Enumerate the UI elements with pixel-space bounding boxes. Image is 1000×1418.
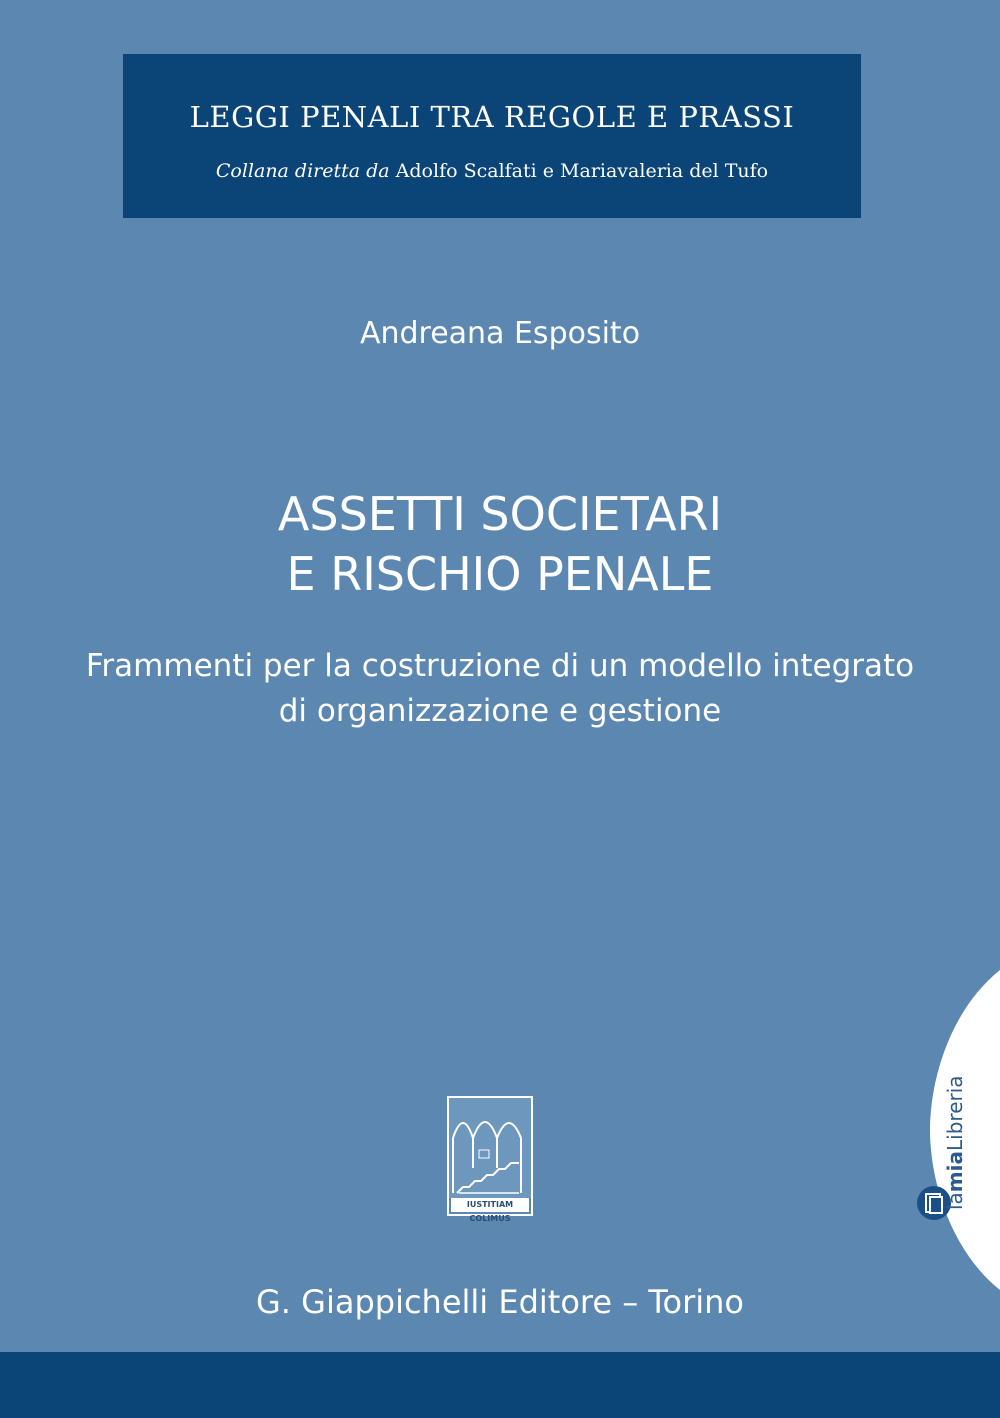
series-editors — [123, 160, 861, 182]
publisher-name: G. Giappichelli Editore – Torino — [256, 1283, 744, 1321]
series-editors-names: Adolfo Scalfati e Mariavaleria del Tufo — [395, 160, 769, 182]
book-title — [0, 484, 1000, 604]
staircase-arches-icon — [449, 1098, 531, 1198]
book-title-line-1: ASSETTI SOCIETARI — [277, 487, 723, 541]
brand-bold: mia — [943, 1150, 967, 1193]
book-subtitle — [0, 644, 1000, 734]
book-title-line-2: E RISCHIO PENALE — [286, 547, 714, 601]
author-name: Andreana Esposito — [359, 316, 641, 351]
series-title: LEGGI PENALI TRA REGOLE E PRASSI — [189, 100, 795, 134]
book-subtitle-line-1: Frammenti per la costruzione di un modello integrato — [85, 648, 915, 684]
lamialibreria-label — [943, 1075, 967, 1210]
bottom-band — [0, 1352, 1000, 1418]
series-editors-prefix: Collana diretta da — [215, 160, 390, 182]
emblem-motto: IUSTITIAM COLIMUS — [451, 1198, 529, 1212]
publisher-emblem — [447, 1096, 533, 1223]
brand-prefix: la — [943, 1192, 967, 1210]
book-subtitle-line-2: di organizzazione e gestione — [278, 693, 722, 729]
series-banner — [123, 54, 861, 218]
brand-suffix: Libreria — [943, 1075, 967, 1151]
